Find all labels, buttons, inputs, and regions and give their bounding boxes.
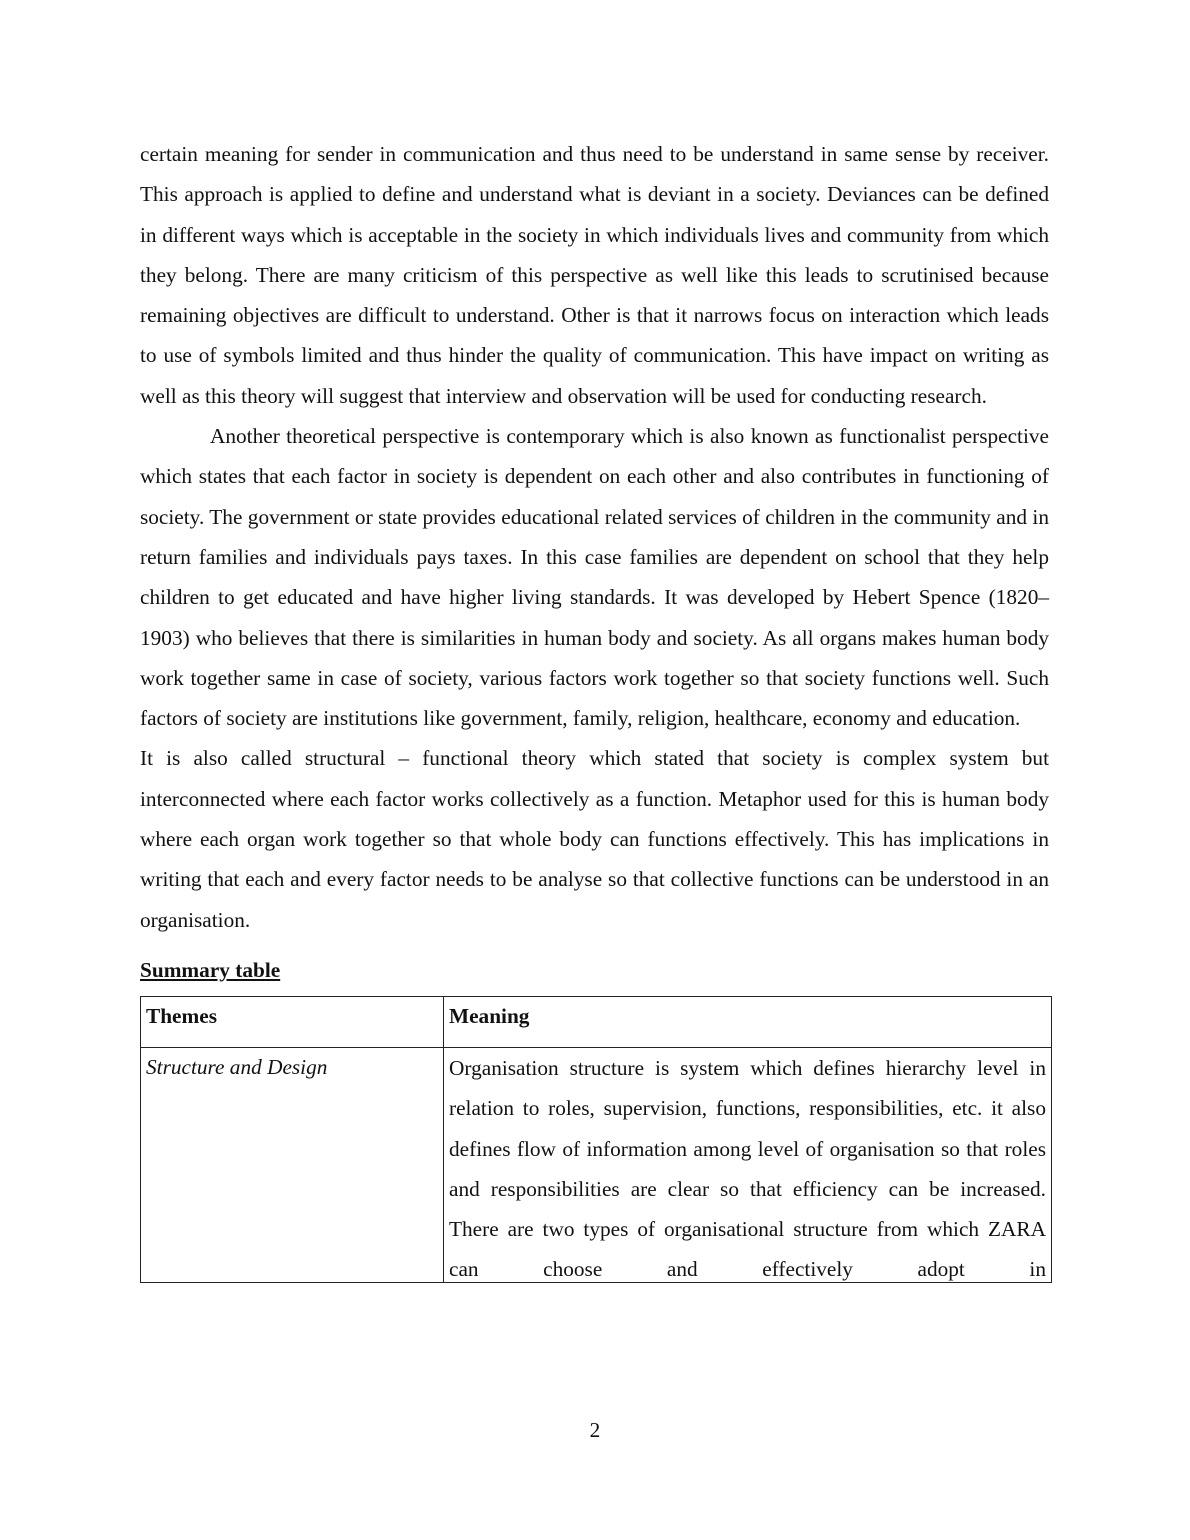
paragraph-symbolic-interactionism: certain meaning for sender in communication and thus need to be understand in same sense by receiver. This approach is applied to define and understand what is deviant in a society. Deviances can be defined in different ways which is acceptable in the society in which individuals lives and community from which they belong. There are many criticism of this perspective as well like this leads to scrutinised because remaining objectives are difficult to understand. Other is that it narrows focus on interaction which leads to use of symbols limited and thus hinder the quality of communication. This have impact on writing as well as this theory will suggest that interview and observation will be used for conducting research. <box>140 142 1049 408</box>
theme-cell: Structure and Design <box>141 1047 444 1282</box>
paragraph-structural-functional: It is also called structural – functional theory which stated that society is complex system but interconnected where each factor works collectively as a function. Metaphor used for this is human body where each organ work together so that whole body can functions effectively. This has implications in writing that each and every factor needs to be analyse so that collective functions can be understood in an organisation. <box>140 746 1049 932</box>
column-header-themes: Themes <box>141 996 444 1047</box>
summary-table-heading: Summary table <box>140 957 281 982</box>
summary-table <box>140 996 1052 1283</box>
table-header-row <box>141 996 1052 1047</box>
meaning-text: Organisation structure is system which defines hierarchy level in relation to roles, supervision, functions, responsibilities, etc. it also defines flow of information among level of organisation so that roles and responsibilities are clear so that efficiency can be increased. There are two types of organisational structure from which ZARA can choose and effectively adopt in <box>449 1055 1046 1282</box>
page-number: 2 <box>589 1418 601 1442</box>
column-header-meaning: Meaning <box>444 996 1052 1047</box>
paragraph-functionalist-perspective: Another theoretical perspective is contemporary which is also known as functionalist perspective which states that each factor in society is dependent on each other and also contributes in functioning of society. The government or state provides educational related services of children in the community and in return families and individuals pays taxes. In this case families are dependent on school that they help children to get educated and have higher living standards. It was developed by Hebert Spence (1820–1903) who believes that there is similarities in human body and society. As all organs makes human body work together same in case of society, various factors work together so that society functions well. Such factors of society are institutions like government, family, religion, healthcare, economy and education. <box>140 424 1049 731</box>
table-row <box>141 1047 1052 1282</box>
page-content <box>140 134 1049 1283</box>
meaning-cell <box>444 1047 1052 1282</box>
